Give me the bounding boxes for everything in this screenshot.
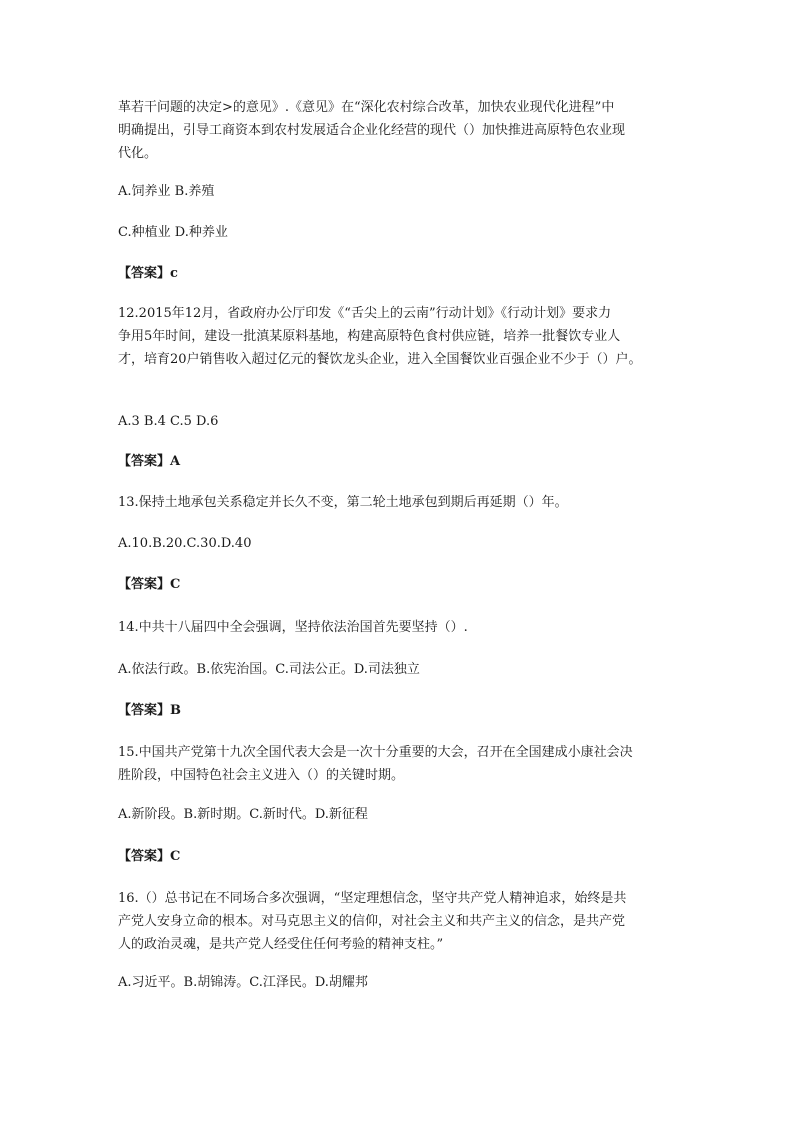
answer-line bbox=[118, 699, 678, 722]
question-text bbox=[118, 302, 678, 371]
text-line: 明确提出，引导工商资本到农村发展适合企业化经营的现代（）加快推进高原特色农业现 bbox=[118, 123, 626, 138]
text-line: 【答案】c bbox=[118, 266, 178, 281]
options-line bbox=[118, 803, 678, 826]
options-line bbox=[118, 658, 678, 681]
text-line: 13.保持土地承包关系稳定并长久不变，第二轮土地承包到期后再延期（）年。 bbox=[118, 495, 568, 510]
text-line: 14.中共十八届四中全会强调，坚持依法治国首先要坚持（）. bbox=[118, 620, 468, 635]
text-line: 争用5年时间，建设一批滇某原料基地，构建高原特色食村供应链，培养一批餐饮专业人 bbox=[118, 329, 621, 344]
text-line: A.依法行政。B.依宪治国。C.司法公正。D.司法独立 bbox=[118, 662, 420, 677]
text-line: 【答案】B bbox=[118, 703, 181, 718]
options-line bbox=[118, 221, 678, 244]
question-text bbox=[118, 491, 678, 514]
text-line: 16.（）总书记在不同场合多次强调，“坚定理想信念，坚守共产党人精神追求，始终是共 bbox=[118, 891, 627, 906]
question-text bbox=[118, 616, 678, 639]
answer-line bbox=[118, 450, 678, 473]
question-text bbox=[118, 741, 678, 787]
text-line: A.10.B.20.C.30.D.40 bbox=[118, 536, 252, 551]
text-line: 革若干问题的决定>的意见》.《意见》在“深化农村综合改革，加快农业现代化进程”中 bbox=[118, 100, 615, 115]
answer-line bbox=[118, 262, 678, 285]
question-text bbox=[118, 887, 678, 956]
options-line bbox=[118, 180, 678, 203]
text-line: 胜阶段，中国特色社会主义进入（）的关键时期。 bbox=[118, 768, 405, 783]
question-text bbox=[118, 96, 678, 165]
text-line: 【答案】C bbox=[118, 577, 181, 592]
text-line: 才，培育20户销售收入超过亿元的餐饮龙头企业，进入全国餐饮业百强企业不少于（）户。 bbox=[118, 352, 642, 367]
text-line: A.新阶段。B.新时期。C.新时代。D.新征程 bbox=[118, 807, 368, 822]
options-line bbox=[118, 532, 678, 555]
options-line bbox=[118, 410, 678, 433]
text-line: 产党人安身立命的根本。对马克思主义的信仰，对社会主义和共产主义的信念，是共产党 bbox=[118, 914, 626, 929]
text-line: 【答案】A bbox=[118, 454, 181, 469]
text-line: A.饲养业 B.养殖 bbox=[118, 184, 215, 199]
text-line: 15.中国共产党第十九次全国代表大会是一次十分重要的大会，召开在全国建成小康社会决 bbox=[118, 745, 633, 760]
text-line: A.习近平。B.胡锦涛。C.江泽民。D.胡耀邦 bbox=[118, 975, 368, 990]
text-line: 人的政治灵魂，是共产党人经受住任何考验的精神支柱。” bbox=[118, 937, 444, 952]
text-line: 代化。 bbox=[118, 146, 158, 161]
text-line: 12.2015年12月，省政府办公厅印发《“舌尖上的云南”行动计划》《行动计划》要求力 bbox=[118, 306, 612, 321]
text-line: C.种植业 D.种养业 bbox=[118, 225, 228, 240]
text-line: 【答案】C bbox=[118, 849, 181, 864]
text-line: A.3 B.4 C.5 D.6 bbox=[118, 414, 219, 429]
answer-line bbox=[118, 845, 678, 868]
options-line bbox=[118, 971, 678, 994]
answer-line bbox=[118, 573, 678, 596]
